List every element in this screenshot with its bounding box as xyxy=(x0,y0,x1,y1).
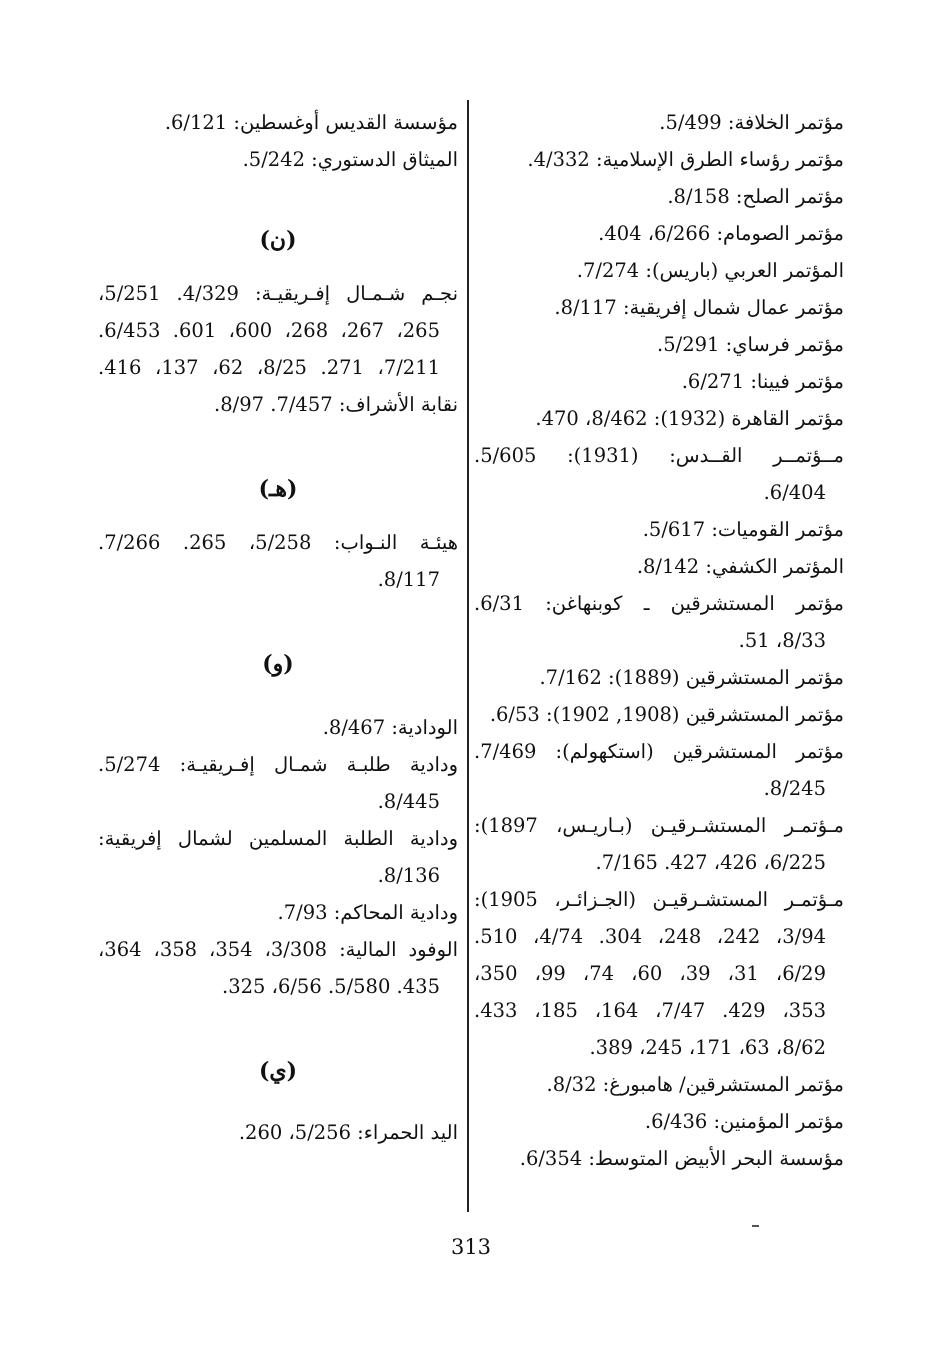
index-entry: مؤتمر فيينا: 6/271. xyxy=(681,370,844,393)
index-entry: مؤتمر عمال شمال إفريقية: 8/117. xyxy=(554,296,844,319)
index-entry-continuation: 265، 267، 268، 600، 601. 6/453. xyxy=(98,319,440,342)
section-waw-entries xyxy=(98,709,458,1005)
section-heading-nun: (ن) xyxy=(259,227,297,253)
index-entry: مؤتمر الصومام: 6/266، 404. xyxy=(598,222,844,245)
index-entry: الميثاق الدستوري: 5/242. xyxy=(242,148,458,171)
index-entry: ودادية المحاكم: 7/93. xyxy=(277,901,458,924)
index-entry: نقابة الأشراف: 7/457. 8/97. xyxy=(214,393,458,416)
index-entry: مؤتمر الخلافة: 5/499. xyxy=(659,111,844,134)
index-entry-continuation: 6/225، 426، 427. 7/165. xyxy=(595,851,826,874)
index-entry-continuation: 6/404. xyxy=(763,481,826,504)
index-entry: الوفود المالية: 3/308، 354، 358، 364، xyxy=(98,938,459,961)
index-entry: مؤتمر المستشرقين (1889): 7/162. xyxy=(539,666,844,689)
index-entry: مـؤتمـر المستشـرقيـن (بـاريـس، 1897): xyxy=(474,814,844,837)
index-entry: مؤتمر القاهرة (1932): 8/462، 470. xyxy=(535,407,844,430)
section-ha-entries xyxy=(98,524,458,598)
index-entry-continuation: 353، 429. 7/47، 164، 185، 433. xyxy=(474,999,827,1022)
index-entry: نجـم شـمـال إفـريقيـة: 4/329. 5/251، xyxy=(98,282,458,305)
index-entry: مؤتمر الصلح: 8/158. xyxy=(667,185,844,208)
index-entry: مؤتمر المستشرقين/ هامبورغ: 8/32. xyxy=(546,1073,844,1096)
section-nun-entries xyxy=(98,275,458,423)
section-ya-entries xyxy=(98,1114,458,1151)
index-entry: مــؤتمــر القــدس: (1931): 5/605. xyxy=(474,444,844,467)
index-entry-continuation: 8/33، 51. xyxy=(738,629,826,652)
index-entry-continuation: 8/62، 63، 171، 245، 389. xyxy=(589,1036,826,1059)
index-entry: مؤسسة القديس أوغسطين: 6/121. xyxy=(164,111,458,134)
index-entry: ودادية الطلبة المسلمين لشمال إفريقية: xyxy=(98,827,458,850)
index-entry: هيئـة النـواب: 5/258، 265. 7/266. xyxy=(98,531,458,554)
index-entry: اليد الحمراء: 5/256، 260. xyxy=(238,1121,458,1144)
section-heading-ha: (هـ) xyxy=(258,476,298,502)
index-entry: مؤتمر المؤمنين: 6/436. xyxy=(644,1110,844,1133)
index-entry: مؤتمر رؤساء الطرق الإسلامية: 4/332. xyxy=(527,148,844,171)
index-entry-continuation: 8/245. xyxy=(763,777,826,800)
index-entry-continuation: 3/94، 242، 248، 304. 4/74، 510. xyxy=(474,925,827,948)
index-entry-continuation: 8/117. xyxy=(377,568,440,591)
print-speck xyxy=(752,1225,759,1227)
left-top-entries xyxy=(98,104,458,178)
left-column xyxy=(98,104,458,1151)
index-entry-continuation: 6/29، 31، 39، 60، 74، 99، 350، xyxy=(474,962,826,985)
index-entry: مؤتمر فرساي: 5/291. xyxy=(657,333,844,356)
index-entry-continuation: 8/445. xyxy=(377,790,440,813)
index-entry: مؤسسة البحر الأبيض المتوسط: 6/354. xyxy=(519,1147,844,1170)
section-heading-ya: (ي) xyxy=(258,1058,298,1084)
index-entry-continuation: 435. 5/580. 6/56، 325. xyxy=(222,975,440,998)
index-entry: المؤتمر العربي (باريس): 7/274. xyxy=(576,259,844,282)
section-heading-waw: (و) xyxy=(262,651,294,677)
index-entry: مؤتمر القوميات: 5/617. xyxy=(642,518,844,541)
index-entry: المؤتمر الكشفي: 8/142. xyxy=(636,555,844,578)
index-entry-continuation: 8/136. xyxy=(377,864,440,887)
index-entry: مؤتمر المستشرقين ـ كوبنهاغن: 6/31. xyxy=(474,592,844,615)
column-divider xyxy=(467,100,469,1212)
right-column xyxy=(474,104,844,1177)
index-entry: مؤتمر المستشرقين (1908, 1902): 6/53. xyxy=(489,703,844,726)
page-number: 313 xyxy=(450,1235,492,1259)
index-entry: الودادية: 8/467. xyxy=(322,716,458,739)
index-entry: ودادية طلبـة شمـال إفـريقيـة: 5/274. xyxy=(98,753,458,776)
index-entry: مـؤتمـر المستشـرقيـن (الجـزائـر، 1905): xyxy=(474,888,844,911)
index-entry-continuation: 7/211، 271. 8/25، 62، 137، 416. xyxy=(98,356,441,379)
index-entry: مؤتمر المستشرقين (استكهولم): 7/469. xyxy=(474,740,844,763)
